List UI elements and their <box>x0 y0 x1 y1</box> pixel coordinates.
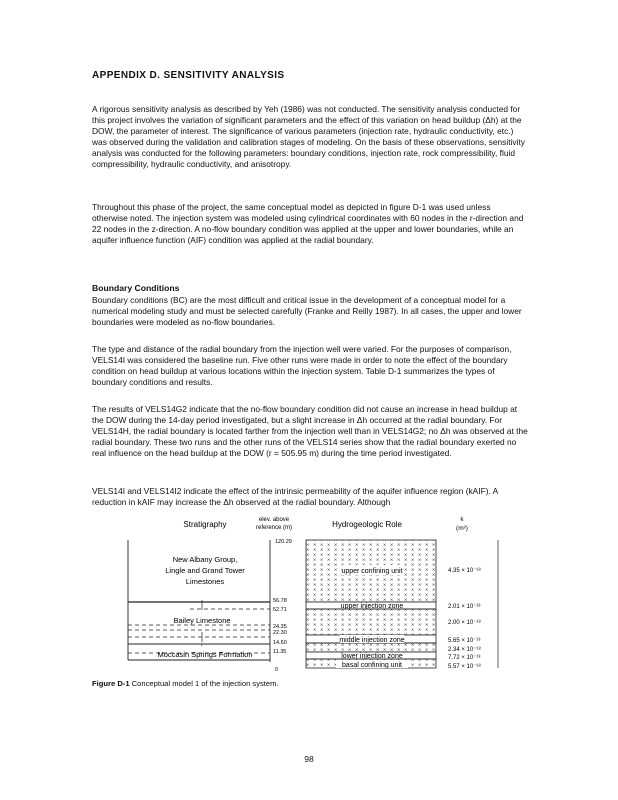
appendix-heading: APPENDIX D. SENSITIVITY ANALYSIS <box>92 70 285 81</box>
elevation-label: 56.78 <box>273 598 287 604</box>
elevation-label: 22.30 <box>273 630 287 636</box>
k-value: 5.65 × 10⁻¹³ <box>448 638 481 644</box>
conceptual-model-figure <box>110 512 510 677</box>
strat-bailey: Bailey Limestone <box>173 616 231 625</box>
header-k-1: k <box>460 517 464 523</box>
role-upper-confining: upper confining unit <box>341 568 403 575</box>
k-value: 5.57 × 10⁻¹⁸ <box>448 664 481 670</box>
figure-caption-label: Figure D-1 <box>92 679 130 688</box>
paragraph-intro: A rigorous sensitivity analysis as described by Yeh (1986) was not conducted. The sensitivity analysis conducted for this project involves the variation of significant parameters and the effect of this variation on head buildup (Δh) at the DOW, the parameter of interest. The significance of various parameters (injection rate, hydraulic conductivity, etc.) was observed during the validation and calibration stages of modeling. On the basis of these observations, sensitivity analysis was conducted for the following parameters: boundary conditions, injection rate, rock compressibility, fluid compressibility, hydraulic conductivity, and anisotropy. <box>92 104 525 169</box>
k-value: 2.34 × 10⁻¹⁸ <box>448 647 481 653</box>
svg-text:↓: ↓ <box>200 642 203 648</box>
paragraph-results: The results of VELS14G2 indicate that the no-flow boundary condition did not cause an increase in head buildup at the DOW during the 14-day period investigated, but a slight increase in Δh occurred at the radial boundary. For VELS14H, the radial boundary is located farther from the injection well than in VELS14G2; no Δh was observed at the radial boundary. These two runs and the other runs of the VELS14 series show that the radial boundary exerted no real influence on the head buildup at the DOW (r = 505.95 m) during the time period investigated. <box>92 404 528 458</box>
role-upper-injection: upper injection zone <box>340 603 404 610</box>
role-middle-injection: middle injection zone <box>339 637 405 644</box>
role-lower-injection: lower injection zone <box>341 653 403 660</box>
elevation-label: 11.35 <box>273 649 287 655</box>
role-basal-confining: basal confining unit <box>342 662 402 669</box>
k-value: 2.01 × 10⁻¹³ <box>448 604 481 610</box>
elevation-label: 24.35 <box>273 624 287 630</box>
strat-new-albany-1: New Albany Group, <box>172 555 238 564</box>
strat-new-albany-3: Limestones <box>185 577 225 586</box>
k-value: 4.35 × 10⁻¹⁸ <box>448 568 481 574</box>
figure-caption-text: Conceptual model 1 of the injection system. <box>129 679 279 688</box>
paragraph-radial-boundary: The type and distance of the radial boundary from the injection well were varied. For the purposes of comparison, VELS14I was considered the baseline run. Five other runs were made in order to note the effect of the boundary condition on head buildup at various locations within the injection system. Table D-1 summarizes the types of boundary conditions and results. <box>92 344 512 387</box>
strat-moccasin: Moccasin Springs Formation <box>157 650 253 659</box>
elevation-label: 14.50 <box>273 640 287 646</box>
header-k-2: (m²) <box>456 525 468 532</box>
elevation-label: 52.71 <box>273 607 287 613</box>
header-stratigraphy: Stratigraphy <box>183 520 227 529</box>
subheading-boundary-conditions: Boundary Conditions <box>92 283 180 293</box>
page-number: 98 <box>304 754 314 764</box>
k-value: 2.00 × 10⁻¹⁸ <box>448 620 481 626</box>
header-elevation-2: reference (m) <box>255 525 293 531</box>
paragraph-bc-intro: Boundary conditions (BC) are the most difficult and critical issue in the development of a conceptual model for a numerical modeling study and must be selected carefully (Franke and Reilly 1987). In all cases, the upper and lower boundaries were modeled as no-flow boundaries. <box>92 295 522 327</box>
strat-new-albany-2: Lingle and Grand Tower <box>165 566 245 575</box>
elevation-label: 120.29 <box>275 539 292 545</box>
header-hydrogeologic-role: Hydrogeologic Role <box>332 520 402 529</box>
k-value: 7.72 × 10⁻¹³ <box>448 655 481 661</box>
figure-caption <box>92 679 279 688</box>
elevation-label: 0 <box>275 667 279 673</box>
paragraph-aif: VELS14I and VELS14I2 indicate the effect of the intrinsic permeability of the aquifer influence region (kAIF). A reduction in kAIF may increase the Δh observed at the radial boundary. Although <box>92 486 498 507</box>
header-elevation-1: elev. above <box>258 517 290 523</box>
paragraph-model: Throughout this phase of the project, the same conceptual model as depicted in figure D-1 was used unless otherwise noted. The injection system was modeled using cylindrical coordinates with 60 nodes in the r-direction and 22 nodes in the z-direction. A no-flow boundary condition was applied at the upper and lower boundaries, while an aquifer influence function (AIF) condition was applied at the radial boundary. <box>92 202 524 245</box>
